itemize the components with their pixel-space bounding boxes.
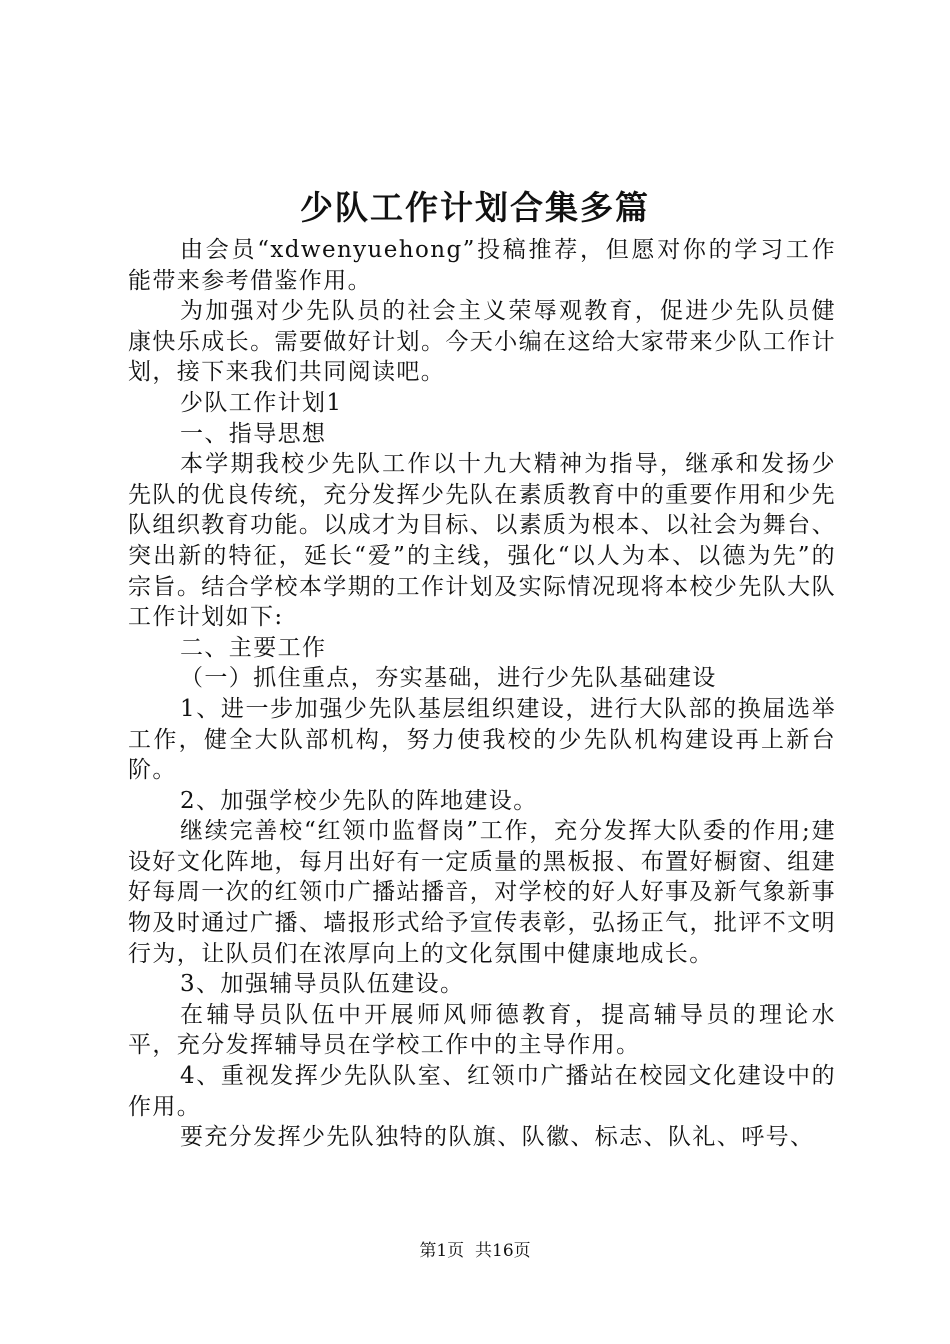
section-heading-main-work: 二、主要工作: [180, 634, 327, 661]
page-footer: [0, 1239, 950, 1263]
paragraph-preface: 为加强对少先队员的社会主义荣辱观教育，促进少先队员健康快乐成长。需要做好计划。今天小编在这给大家带来少队工作计划，接下来我们共同阅读吧。: [128, 298, 836, 386]
paragraph-item-4: 4、重视发挥少先队队室、红领巾广播站在校园文化建设中的作用。: [128, 1063, 836, 1120]
paragraph-item-2: 2、加强学校少先队的阵地建设。: [180, 787, 538, 814]
section-heading-plan-1: 少队工作计划1: [180, 389, 343, 416]
page-total: 共16页: [475, 1241, 531, 1261]
paragraph-intro: 由会员“xdwenyuehong”投稿推荐，但愿对你的学习工作能带来参考借鉴作用。: [128, 237, 836, 294]
document-title: 少队工作计划合集多篇: [300, 188, 650, 227]
paragraph-item-1: 1、进一步加强少先队基层组织建设，进行大队部的换届选举工作，健全大队部机构，努力使我校的少先队机构建设再上新台阶。: [128, 695, 836, 784]
paragraph-item-3-detail: 在辅导员队伍中开展师风师德教育，提高辅导员的理论水平，充分发挥辅导员在学校工作中的主导作用。: [128, 1001, 836, 1059]
page-number: 第1页: [419, 1241, 465, 1261]
paragraph-guiding-thought: 本学期我校少先队工作以十九大精神为指导，继承和发扬少先队的优良传统，充分发挥少先队在素质教育中的重要作用和少先队组织教育功能。以成才为目标、以素质为根本、以社会为舞台、突出新的特征，延长“爱”的主线，强化“以人为本、以德为先”的宗旨。结合学校本学期的工作计划及实际情况现将本校少先队大队工作计划如下:: [128, 451, 836, 631]
subsection-heading-foundation: （一）抓住重点，夯实基础，进行少先队基础建设: [180, 665, 717, 692]
paragraph-item-2-detail: 继续完善校“红领巾监督岗”工作，充分发挥大队委的作用;建设好文化阵地，每月出好有一定质量的黑板报、布置好橱窗、组建好每周一次的红领巾广播站播音，对学校的好人好事及新气象新事物及时通过广播、墙报形式给予宣传表彰，弘扬正气，批评不文明行为，让队员们在浓厚向上的文化氛围中健康地成长。: [128, 818, 836, 967]
paragraph-item-4-detail: 要充分发挥少先队独特的队旗、队徽、标志、队礼、呼号、: [180, 1124, 815, 1151]
section-heading-guiding-thought: 一、指导思想: [180, 420, 327, 447]
document-body: [128, 235, 836, 1153]
paragraph-item-3: 3、加强辅导员队伍建设。: [180, 971, 465, 998]
